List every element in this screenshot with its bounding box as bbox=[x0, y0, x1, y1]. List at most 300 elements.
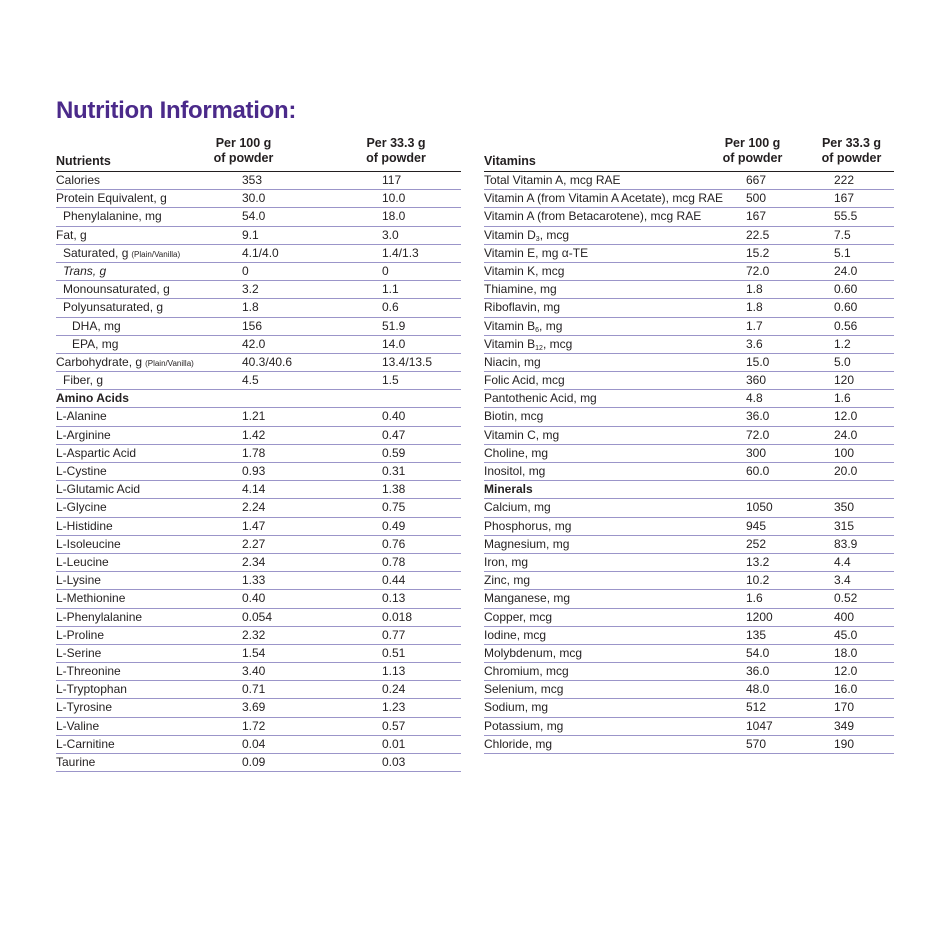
row-name: Selenium, mcg bbox=[484, 682, 564, 697]
per-serving-value: 0.44 bbox=[382, 573, 406, 588]
nutrients-table bbox=[56, 136, 461, 772]
row-name: Vitamin D bbox=[484, 227, 536, 242]
per-100g-value: 3.2 bbox=[242, 282, 259, 297]
per-serving-value: 1.5 bbox=[382, 373, 399, 388]
row-label bbox=[56, 354, 194, 372]
per-serving-value: 55.5 bbox=[834, 209, 858, 224]
per-100g-value: 0.04 bbox=[242, 736, 266, 751]
vitamins-table-header bbox=[484, 136, 894, 172]
per-serving-value: 10.0 bbox=[382, 191, 406, 206]
per-100g-value: 156 bbox=[242, 318, 263, 333]
table-row bbox=[484, 663, 894, 681]
row-label bbox=[56, 681, 127, 698]
per-100g-value: 3.40 bbox=[242, 664, 266, 679]
table-row bbox=[484, 427, 894, 445]
row-label bbox=[484, 663, 569, 680]
per-100g-value: 10.2 bbox=[746, 573, 770, 588]
row-name: L-Glycine bbox=[56, 500, 107, 515]
per-serving-value: 18.0 bbox=[382, 209, 406, 224]
per-100g-value: 0.40 bbox=[242, 591, 266, 606]
table-row bbox=[484, 590, 894, 608]
row-name: Thiamine, mg bbox=[484, 282, 557, 297]
row-name: L-Threonine bbox=[56, 664, 121, 679]
per-100g-value: 1.42 bbox=[242, 427, 266, 442]
row-name: L-Phenylalanine bbox=[56, 609, 143, 624]
row-name: Vitamin K, mcg bbox=[484, 263, 565, 278]
per-100g-value: 2.34 bbox=[242, 554, 266, 569]
row-name: Manganese, mg bbox=[484, 591, 571, 606]
per-serving-value: 0.75 bbox=[382, 500, 406, 515]
table-row bbox=[56, 190, 461, 208]
row-label bbox=[484, 718, 563, 735]
per-100g-column-header: Per 100 g of powder bbox=[722, 136, 783, 165]
row-label bbox=[484, 645, 582, 662]
per-100g-value: 167 bbox=[746, 209, 767, 224]
row-label bbox=[56, 572, 101, 589]
per-33g-column-header: Per 33.3 g of powder bbox=[821, 136, 882, 165]
per-serving-value: 4.4 bbox=[834, 554, 851, 569]
per-100g-value: 500 bbox=[746, 191, 767, 206]
per-100g-value: 1.21 bbox=[242, 409, 266, 424]
row-label bbox=[56, 518, 113, 535]
per-100g-value: 3.69 bbox=[242, 700, 266, 715]
table-row bbox=[56, 281, 461, 299]
per-100g-value: 4.5 bbox=[242, 373, 259, 388]
row-label bbox=[72, 336, 118, 353]
per-100g-value: 54.0 bbox=[746, 645, 770, 660]
table-row bbox=[56, 554, 461, 572]
row-name: Pantothenic Acid, mg bbox=[484, 391, 597, 406]
row-name: Vitamin C, mg bbox=[484, 427, 560, 442]
per-100g-value: 72.0 bbox=[746, 427, 770, 442]
per-100g-value: 22.5 bbox=[746, 227, 770, 242]
per-100g-value: 4.1/4.0 bbox=[242, 245, 279, 260]
row-label bbox=[56, 390, 129, 407]
per-serving-value: 350 bbox=[834, 500, 855, 515]
per-100g-value: 252 bbox=[746, 536, 767, 551]
section-header-row bbox=[56, 390, 461, 408]
row-name: Phosphorus, mg bbox=[484, 518, 572, 533]
page-title: Nutrition Information: bbox=[56, 97, 297, 124]
table-row bbox=[56, 354, 461, 372]
per-serving-value: 170 bbox=[834, 700, 855, 715]
row-name: Chloride, mg bbox=[484, 736, 553, 751]
per-serving-value: 0.78 bbox=[382, 554, 406, 569]
table-row bbox=[56, 681, 461, 699]
per-100g-value: 1.7 bbox=[746, 318, 763, 333]
table-row bbox=[56, 736, 461, 754]
per-100g-value: 2.32 bbox=[242, 627, 266, 642]
table-row bbox=[484, 518, 894, 536]
nutrients-table-header bbox=[56, 136, 461, 172]
row-label bbox=[63, 372, 103, 389]
per-serving-value: 0.01 bbox=[382, 736, 406, 751]
row-label bbox=[56, 445, 136, 462]
row-label bbox=[484, 445, 548, 462]
per-serving-value: 1.38 bbox=[382, 482, 406, 497]
table-row bbox=[484, 645, 894, 663]
per-serving-value: 315 bbox=[834, 518, 855, 533]
per-100g-value: 0.054 bbox=[242, 609, 273, 624]
row-name: Iodine, mcg bbox=[484, 627, 547, 642]
per-100g-value: 2.24 bbox=[242, 500, 266, 515]
per-100g-value: 15.2 bbox=[746, 245, 770, 260]
row-label bbox=[484, 481, 533, 498]
per-100g-value: 353 bbox=[242, 173, 263, 187]
row-label bbox=[484, 208, 701, 225]
row-name: L-Cystine bbox=[56, 464, 107, 478]
table-row bbox=[56, 754, 461, 772]
row-name: EPA, mg bbox=[72, 336, 119, 351]
row-name: Vitamin A (from Betacarotene), mcg RAE bbox=[484, 209, 702, 224]
row-name: Copper, mcg bbox=[484, 609, 553, 624]
per-100g-value: 1.47 bbox=[242, 518, 266, 533]
row-label bbox=[56, 554, 109, 571]
per-serving-value: 349 bbox=[834, 718, 855, 733]
table-row bbox=[484, 463, 894, 481]
row-label bbox=[56, 699, 112, 716]
row-label bbox=[484, 518, 571, 535]
per-100g-value: 360 bbox=[746, 373, 767, 388]
per-serving-value: 3.0 bbox=[382, 227, 399, 242]
per-serving-value: 83.9 bbox=[834, 536, 858, 551]
vitamins-rows bbox=[484, 172, 894, 754]
table-row bbox=[56, 336, 461, 354]
row-label bbox=[484, 736, 552, 753]
table-row bbox=[56, 518, 461, 536]
table-row bbox=[56, 208, 461, 226]
table-row bbox=[484, 536, 894, 554]
row-label bbox=[484, 554, 528, 571]
row-label bbox=[63, 281, 170, 298]
vitamins-table bbox=[484, 136, 894, 754]
row-label bbox=[56, 481, 140, 498]
row-name: Minerals bbox=[484, 482, 533, 497]
table-row bbox=[484, 245, 894, 263]
table-row bbox=[56, 627, 461, 645]
per-serving-value: 24.0 bbox=[834, 263, 858, 278]
row-name: Folic Acid, mcg bbox=[484, 373, 565, 388]
row-label bbox=[56, 408, 107, 425]
row-label bbox=[56, 754, 95, 771]
per-100g-value: 48.0 bbox=[746, 682, 770, 697]
row-name: L-Alanine bbox=[56, 409, 107, 424]
nutrients-column-header: Nutrients bbox=[56, 154, 111, 168]
per-serving-value: 100 bbox=[834, 445, 855, 460]
row-subscript: 6 bbox=[535, 326, 540, 334]
per-serving-value: 24.0 bbox=[834, 427, 858, 442]
table-row bbox=[484, 572, 894, 590]
per-100g-value: 1.72 bbox=[242, 718, 266, 733]
table-row bbox=[484, 299, 894, 317]
table-row bbox=[484, 627, 894, 645]
per-serving-value: 0.6 bbox=[382, 300, 399, 315]
row-name: Protein Equivalent, g bbox=[56, 191, 167, 206]
table-row bbox=[484, 336, 894, 354]
row-unit: , mcg bbox=[542, 336, 573, 351]
row-label bbox=[56, 463, 107, 480]
row-label bbox=[56, 427, 111, 444]
table-row bbox=[56, 172, 461, 190]
per-100g-value: 512 bbox=[746, 700, 767, 715]
per-100g-value: 30.0 bbox=[242, 191, 266, 206]
row-name: Magnesium, mg bbox=[484, 536, 570, 551]
row-name: Vitamin A (from Vitamin A Acetate), mcg RAE bbox=[484, 191, 723, 206]
per-serving-value: 0.40 bbox=[382, 409, 406, 424]
table-row bbox=[484, 263, 894, 281]
per-serving-value: 7.5 bbox=[834, 227, 851, 242]
per-100g-value: 1047 bbox=[746, 718, 773, 733]
per-serving-value: 0.57 bbox=[382, 718, 406, 733]
row-name: Fiber, g bbox=[63, 373, 104, 388]
per-100g-value: 42.0 bbox=[242, 336, 266, 351]
table-row bbox=[484, 408, 894, 426]
row-name: Saturated, g bbox=[63, 245, 129, 260]
per-serving-value: 0.60 bbox=[834, 282, 858, 297]
row-label bbox=[56, 190, 167, 207]
row-name: Sodium, mg bbox=[484, 700, 549, 715]
per-serving-value: 12.0 bbox=[834, 664, 858, 679]
table-row bbox=[56, 227, 461, 245]
per-serving-value: 1.4/1.3 bbox=[382, 245, 419, 260]
row-name: Potassium, mg bbox=[484, 718, 564, 733]
per-100g-value: 1200 bbox=[746, 609, 773, 624]
row-label bbox=[484, 172, 621, 189]
table-row bbox=[484, 227, 894, 245]
row-label bbox=[484, 263, 564, 280]
per-33g-column-header: Per 33.3 g of powder bbox=[366, 136, 426, 165]
table-row bbox=[56, 572, 461, 590]
per-serving-value: 18.0 bbox=[834, 645, 858, 660]
row-label bbox=[484, 245, 588, 262]
per-100g-value: 135 bbox=[746, 627, 767, 642]
row-label bbox=[484, 536, 569, 553]
per-serving-value: 5.0 bbox=[834, 354, 851, 369]
table-row bbox=[56, 463, 461, 481]
per-serving-value: 20.0 bbox=[834, 464, 858, 478]
row-label bbox=[484, 299, 560, 316]
per-100g-value: 0.93 bbox=[242, 464, 266, 478]
table-row bbox=[56, 718, 461, 736]
row-name: Riboflavin, mg bbox=[484, 300, 561, 315]
row-name: Chromium, mcg bbox=[484, 664, 569, 679]
row-name: L-Tryptophan bbox=[56, 682, 127, 697]
table-row bbox=[484, 190, 894, 208]
row-label bbox=[63, 208, 162, 225]
per-serving-value: 5.1 bbox=[834, 245, 851, 260]
table-row bbox=[484, 172, 894, 190]
row-name: Niacin, mg bbox=[484, 354, 541, 369]
row-label bbox=[63, 299, 163, 316]
row-name: Polyunsaturated, g bbox=[63, 300, 164, 315]
row-name: L-Carnitine bbox=[56, 736, 115, 751]
row-name: L-Methionine bbox=[56, 591, 126, 606]
row-label bbox=[484, 390, 597, 407]
table-row bbox=[484, 718, 894, 736]
row-name: Molybdenum, mcg bbox=[484, 645, 583, 660]
per-serving-value: 400 bbox=[834, 609, 855, 624]
per-serving-value: 16.0 bbox=[834, 682, 858, 697]
row-name: Iron, mg bbox=[484, 554, 529, 569]
per-serving-value: 0.52 bbox=[834, 591, 858, 606]
table-row bbox=[56, 699, 461, 717]
row-name: L-Leucine bbox=[56, 554, 109, 569]
row-name: Total Vitamin A, mcg RAE bbox=[484, 173, 621, 187]
row-label bbox=[484, 354, 541, 371]
row-note: (Plain/Vanilla) bbox=[131, 249, 181, 259]
row-name: Vitamin B bbox=[484, 336, 536, 351]
table-row bbox=[484, 372, 894, 390]
table-row bbox=[56, 299, 461, 317]
table-row bbox=[484, 390, 894, 408]
row-name: Vitamin B bbox=[484, 318, 536, 333]
row-name: Fat, g bbox=[56, 227, 87, 242]
per-100g-value: 2.27 bbox=[242, 536, 266, 551]
row-name: Calories bbox=[56, 173, 101, 187]
table-row bbox=[484, 354, 894, 372]
table-row bbox=[484, 699, 894, 717]
per-serving-value: 14.0 bbox=[382, 336, 406, 351]
row-name: L-Glutamic Acid bbox=[56, 482, 141, 497]
per-serving-value: 1.1 bbox=[382, 282, 399, 297]
per-serving-value: 0.76 bbox=[382, 536, 406, 551]
row-subscript: 3 bbox=[535, 235, 540, 243]
table-row bbox=[56, 445, 461, 463]
row-label bbox=[484, 681, 563, 698]
table-row bbox=[56, 663, 461, 681]
row-label bbox=[484, 499, 551, 516]
per-serving-value: 1.6 bbox=[834, 391, 851, 406]
per-100g-value: 1.78 bbox=[242, 445, 266, 460]
per-serving-value: 0.51 bbox=[382, 645, 406, 660]
row-name: Choline, mg bbox=[484, 445, 549, 460]
per-serving-value: 117 bbox=[382, 173, 402, 187]
row-label bbox=[63, 263, 106, 280]
per-100g-value: 54.0 bbox=[242, 209, 266, 224]
row-label bbox=[484, 427, 559, 444]
row-name: L-Arginine bbox=[56, 427, 111, 442]
per-100g-value: 36.0 bbox=[746, 664, 770, 679]
row-label bbox=[56, 172, 100, 189]
row-label bbox=[484, 609, 552, 626]
per-100g-value: 1.8 bbox=[242, 300, 259, 315]
per-100g-value: 36.0 bbox=[746, 409, 770, 424]
per-serving-value: 45.0 bbox=[834, 627, 858, 642]
per-serving-value: 0.59 bbox=[382, 445, 406, 460]
row-label bbox=[484, 372, 565, 389]
row-unit: , mcg bbox=[539, 227, 570, 242]
table-row bbox=[484, 208, 894, 226]
row-label bbox=[484, 190, 723, 207]
row-name: Monounsaturated, g bbox=[63, 282, 170, 297]
per-serving-value: 0.03 bbox=[382, 755, 406, 769]
row-unit: , mg bbox=[539, 318, 563, 333]
per-100g-value: 72.0 bbox=[746, 263, 770, 278]
per-serving-value: 12.0 bbox=[834, 409, 858, 424]
table-row bbox=[56, 245, 461, 263]
vitamins-column-header: Vitamins bbox=[484, 154, 536, 168]
per-100g-value: 0 bbox=[242, 263, 249, 278]
section-header-row bbox=[484, 481, 894, 499]
row-label bbox=[56, 227, 87, 244]
per-serving-value: 120 bbox=[834, 373, 855, 388]
row-note: (Plain/Vanilla) bbox=[145, 358, 194, 368]
table-row bbox=[56, 499, 461, 517]
row-name: L-Histidine bbox=[56, 518, 113, 533]
row-name: Inositol, mg bbox=[484, 464, 546, 478]
table-row bbox=[56, 408, 461, 426]
table-row bbox=[484, 318, 894, 336]
row-label bbox=[56, 536, 121, 553]
per-serving-value: 1.23 bbox=[382, 700, 406, 715]
per-100g-value: 1.54 bbox=[242, 645, 266, 660]
row-label bbox=[72, 318, 121, 335]
row-label bbox=[56, 627, 104, 644]
per-serving-value: 0.24 bbox=[382, 682, 406, 697]
per-serving-value: 0.018 bbox=[382, 609, 413, 624]
per-serving-value: 0.13 bbox=[382, 591, 406, 606]
per-100g-value: 0.09 bbox=[242, 755, 266, 769]
per-100g-value: 15.0 bbox=[746, 354, 770, 369]
row-name: Biotin, mcg bbox=[484, 409, 544, 424]
row-label bbox=[484, 590, 570, 607]
table-row bbox=[484, 681, 894, 699]
per-serving-value: 1.13 bbox=[382, 664, 406, 679]
per-100g-value: 4.14 bbox=[242, 482, 266, 497]
per-serving-value: 0.60 bbox=[834, 300, 858, 315]
row-name: Amino Acids bbox=[56, 391, 129, 406]
row-label bbox=[56, 590, 125, 607]
table-row bbox=[56, 263, 461, 281]
per-serving-value: 167 bbox=[834, 191, 855, 206]
table-row bbox=[484, 445, 894, 463]
row-name: Calcium, mg bbox=[484, 500, 551, 515]
per-serving-value: 0 bbox=[382, 263, 389, 278]
row-name: Phenylalanine, mg bbox=[63, 209, 162, 224]
row-name: Trans, g bbox=[63, 263, 107, 278]
table-row bbox=[56, 609, 461, 627]
row-name: DHA, mg bbox=[72, 318, 121, 333]
row-label bbox=[56, 609, 142, 626]
per-serving-value: 222 bbox=[834, 173, 855, 187]
row-name: L-Serine bbox=[56, 645, 102, 660]
per-100g-value: 40.3/40.6 bbox=[242, 354, 293, 369]
row-label bbox=[484, 463, 545, 480]
table-row bbox=[56, 481, 461, 499]
row-name: L-Isoleucine bbox=[56, 536, 121, 551]
per-100g-value: 667 bbox=[746, 173, 767, 187]
row-label bbox=[484, 281, 557, 298]
per-serving-value: 1.2 bbox=[834, 336, 851, 351]
per-100g-value: 3.6 bbox=[746, 336, 763, 351]
table-row bbox=[484, 736, 894, 754]
row-name: L-Lysine bbox=[56, 573, 101, 588]
per-100g-value: 1.8 bbox=[746, 300, 763, 315]
table-row bbox=[484, 281, 894, 299]
per-serving-value: 13.4/13.5 bbox=[382, 354, 433, 369]
per-serving-value: 0.49 bbox=[382, 518, 406, 533]
per-100g-value: 1.33 bbox=[242, 573, 266, 588]
per-100g-value: 1050 bbox=[746, 500, 773, 515]
row-name: Carbohydrate, g bbox=[56, 354, 143, 369]
row-label bbox=[484, 408, 543, 425]
per-serving-value: 0.56 bbox=[834, 318, 858, 333]
row-label bbox=[56, 736, 115, 753]
table-row bbox=[484, 554, 894, 572]
row-name: Vitamin E, mg α-TE bbox=[484, 245, 589, 260]
row-name: Taurine bbox=[56, 755, 96, 769]
per-100g-value: 1.6 bbox=[746, 591, 763, 606]
